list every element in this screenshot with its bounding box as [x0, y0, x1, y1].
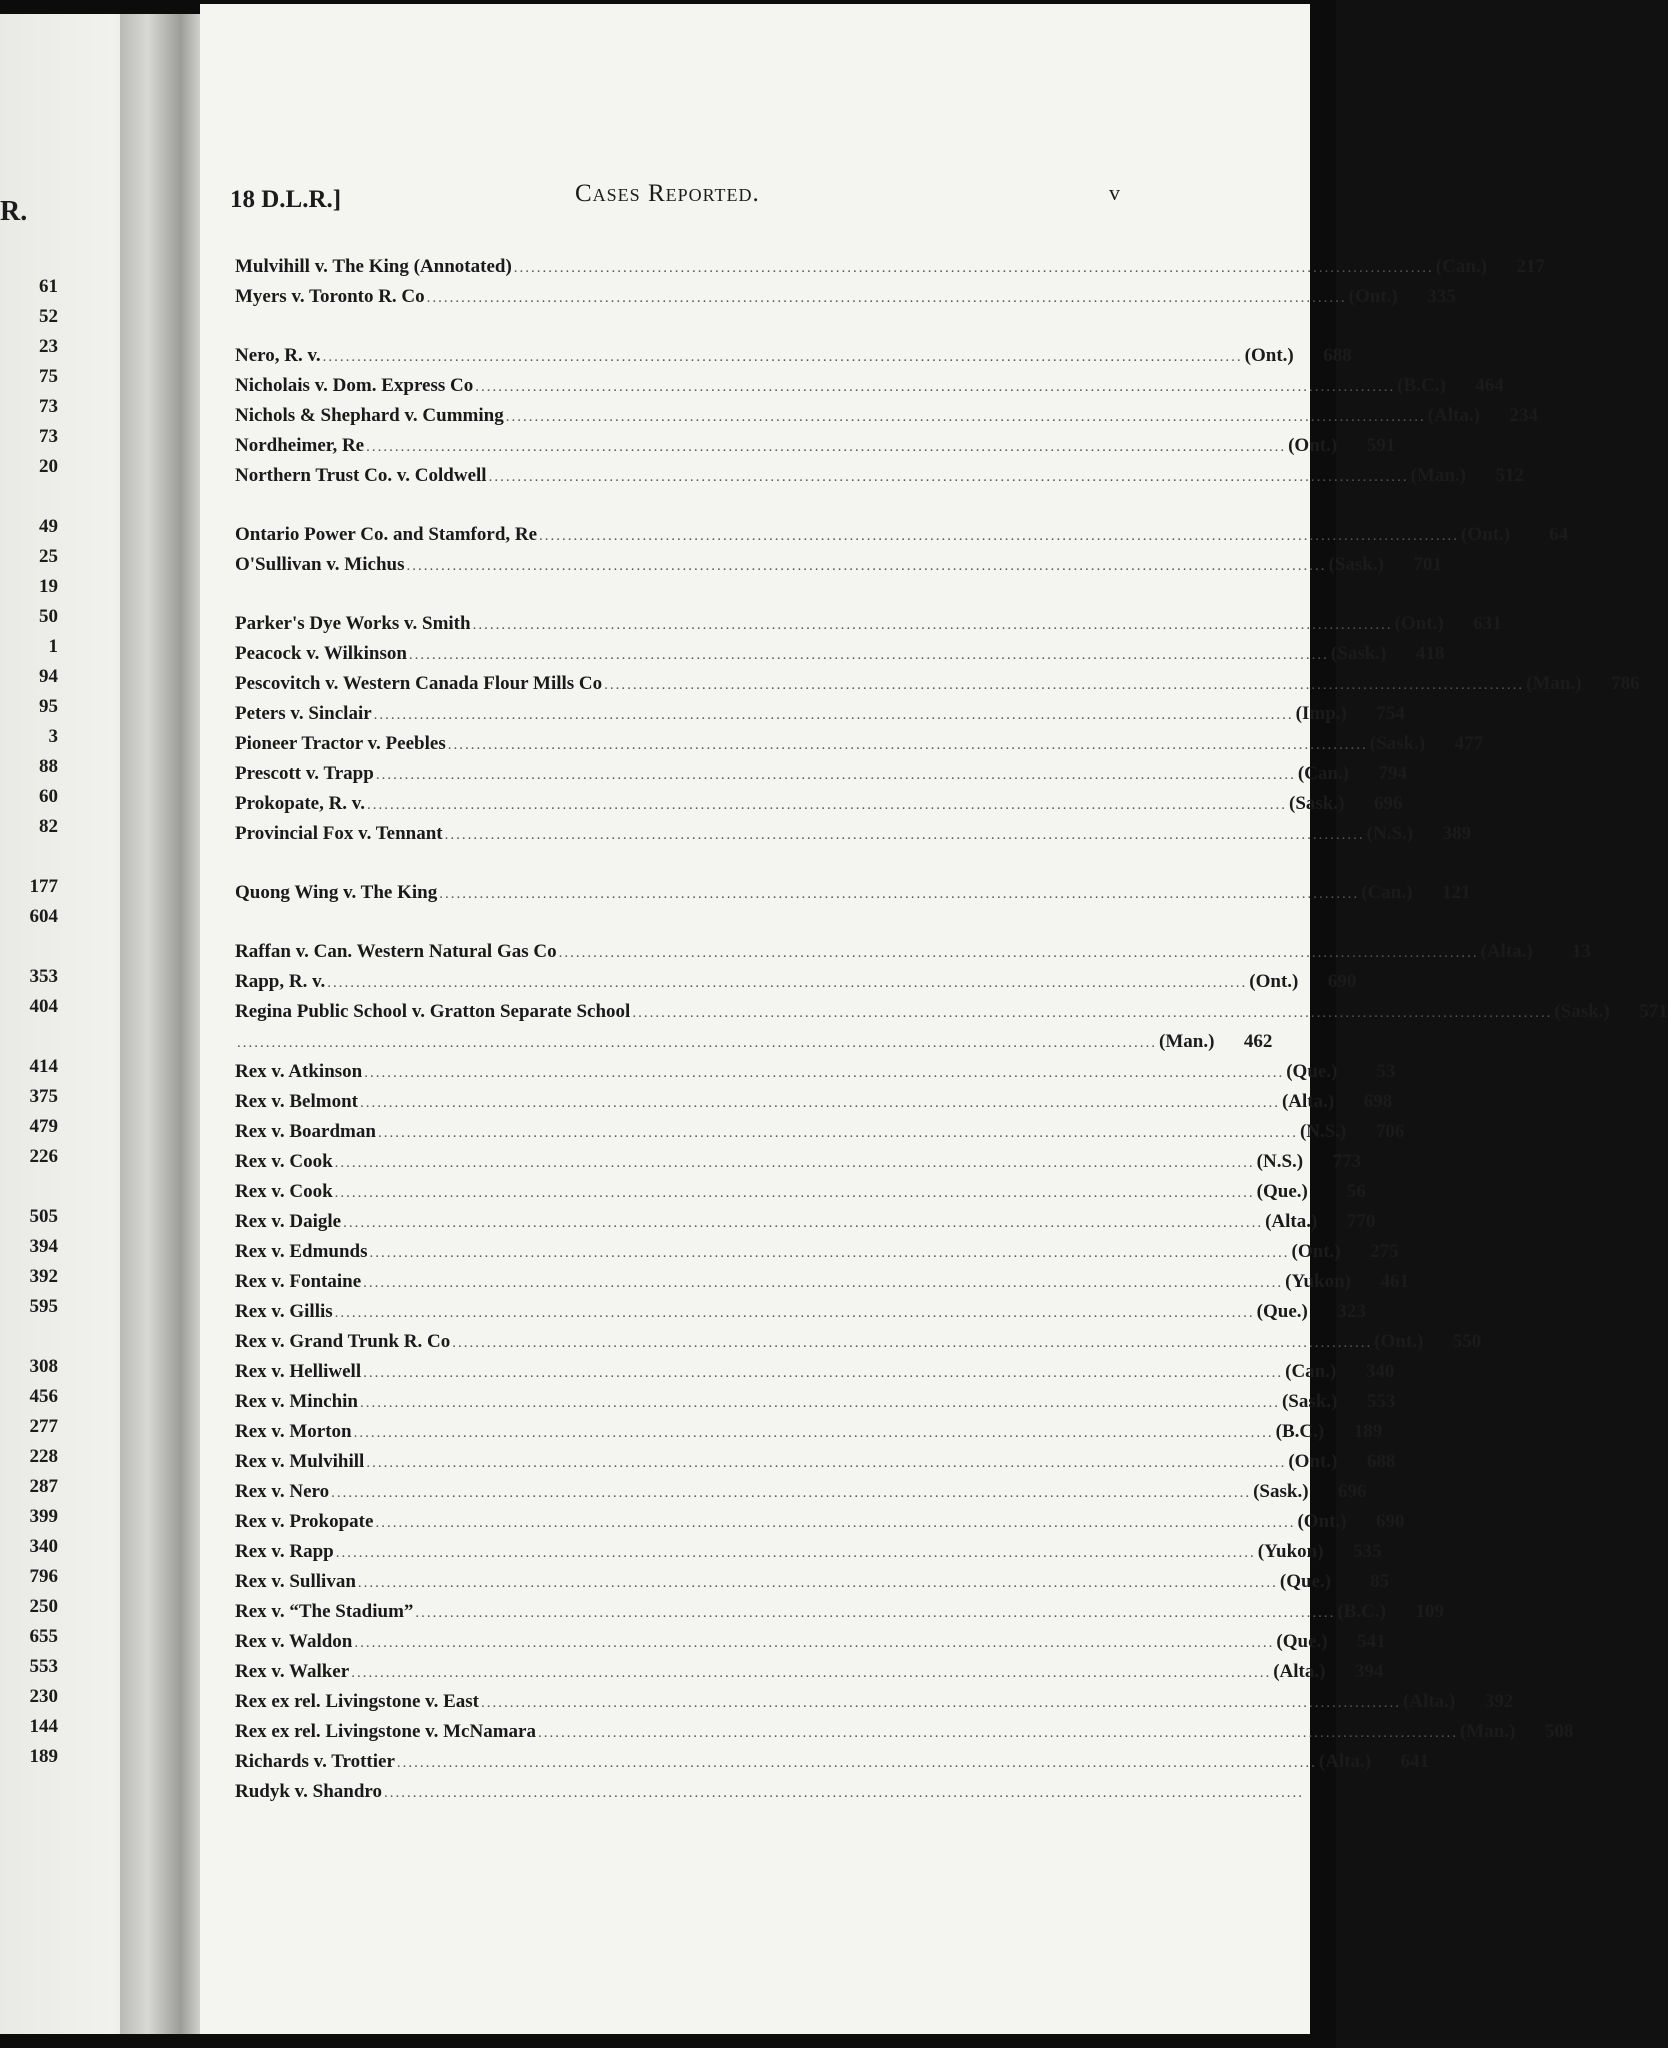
court-abbreviation: (Alta.) — [1281, 1091, 1335, 1112]
dot-leader: ................................................................................................................................................................ — [334, 1185, 1255, 1201]
court-abbreviation: (N.S.) — [1299, 1121, 1347, 1142]
dot-leader: ................................................................................................................................................................ — [322, 349, 1243, 365]
index-entry — [235, 1657, 1384, 1687]
case-name: Rex v. Walker — [235, 1661, 350, 1682]
dot-leader: ................................................................................................................................................................ — [366, 1455, 1287, 1471]
left-page-number: 19 — [39, 576, 58, 597]
court-abbreviation: (Imp.) — [1295, 703, 1347, 724]
left-page-number: 75 — [39, 366, 58, 387]
left-page-number — [0, 932, 58, 962]
court-abbreviation: (Sask.) — [1289, 793, 1345, 814]
left-page-number: 353 — [29, 966, 58, 987]
index-entry — [235, 669, 1640, 699]
left-page-number: 394 — [29, 1236, 58, 1257]
report-page: 335 — [1427, 286, 1456, 307]
case-name: Rex v. Sullivan — [235, 1571, 356, 1592]
court-abbreviation: (Ont.) — [1297, 1511, 1347, 1532]
court-abbreviation: (Alta.) — [1427, 405, 1480, 426]
report-page: 786 — [1611, 673, 1640, 694]
report-page: 234 — [1509, 405, 1538, 426]
dot-leader: ................................................................................................................................................................ — [426, 290, 1347, 306]
dot-leader: ................................................................................................................................................................ — [539, 528, 1460, 544]
court-abbreviation: (Alta.) — [1318, 1751, 1372, 1772]
left-page-numbers — [0, 272, 58, 1772]
case-name: Quong Wing v. The King — [235, 882, 438, 903]
report-page: 217 — [1516, 256, 1545, 277]
case-name: Rex v. Daigle — [235, 1211, 342, 1232]
court-abbreviation: (Que.) — [1256, 1181, 1308, 1202]
report-page: 477 — [1454, 733, 1484, 754]
dot-leader: ................................................................................................................................................................ — [447, 737, 1368, 753]
left-page-number: 287 — [29, 1476, 58, 1497]
case-name: Rex v. Prokopate — [235, 1511, 374, 1532]
index-entry — [235, 1687, 1514, 1717]
report-page: 754 — [1376, 703, 1405, 724]
left-page-number: 73 — [39, 396, 58, 417]
dot-leader: ................................................................................................................................................................ — [377, 1125, 1298, 1141]
index-entry — [235, 550, 1442, 580]
case-name: Nicholais v. Dom. Express Co — [235, 375, 474, 396]
index-entry — [235, 520, 1569, 550]
index-entry — [235, 789, 1403, 819]
left-page-number: 595 — [29, 1296, 58, 1317]
left-page-number: 277 — [29, 1416, 58, 1437]
left-page-number: 404 — [29, 996, 58, 1017]
left-page-number: 392 — [29, 1266, 58, 1287]
dot-leader: ................................................................................................................................................................ — [604, 677, 1525, 693]
report-page: 64 — [1549, 524, 1569, 545]
dot-leader: ................................................................................................................................................................ — [415, 1605, 1336, 1621]
case-name: Mulvihill v. The King (Annotated) — [235, 256, 512, 277]
index-entry — [235, 1747, 1430, 1777]
case-name: Rex v. Edmunds — [235, 1241, 368, 1262]
dot-leader: ................................................................................................................................................................ — [354, 1635, 1275, 1651]
case-name: Pescovitch v. Western Canada Flour Mills Co — [235, 673, 603, 694]
case-name: Rex v. Grand Trunk R. Co — [235, 1331, 451, 1352]
dot-leader: ................................................................................................................................................................ — [396, 1755, 1317, 1771]
report-page: 275 — [1370, 1241, 1399, 1262]
page-title: Cases Reported. — [575, 180, 760, 207]
left-page-number: 228 — [29, 1446, 58, 1467]
dot-leader: ................................................................................................................................................................ — [366, 439, 1287, 455]
court-abbreviation: (Sask.) — [1253, 1481, 1309, 1502]
report-page: 591 — [1366, 435, 1396, 456]
index-entry — [235, 609, 1502, 639]
index-entry — [235, 1507, 1405, 1537]
left-page-number: 414 — [29, 1056, 58, 1077]
index-entry — [235, 1057, 1396, 1087]
index-entry — [235, 1327, 1482, 1357]
court-abbreviation: (Can.) — [1361, 882, 1413, 903]
court-abbreviation: (Sask.) — [1328, 554, 1384, 575]
case-name: Nordheimer, Re — [235, 435, 365, 456]
report-page: 508 — [1544, 1721, 1574, 1742]
left-page-number: 95 — [39, 696, 58, 717]
index-entry — [235, 819, 1472, 849]
index-entry — [235, 1087, 1393, 1117]
left-page-header: R. — [0, 196, 28, 227]
dot-leader: ................................................................................................................................................................ — [331, 1485, 1252, 1501]
dot-leader: ................................................................................................................................................................ — [237, 1035, 1157, 1051]
report-page: 53 — [1376, 1061, 1396, 1082]
report-page: 701 — [1413, 554, 1442, 575]
index-entry — [235, 1627, 1386, 1657]
index-entry — [235, 341, 1352, 371]
dot-leader: ................................................................................................................................................................ — [334, 1305, 1255, 1321]
court-abbreviation: (Que.) — [1276, 1631, 1328, 1652]
court-abbreviation: (Ont.) — [1394, 613, 1444, 634]
case-name: Rex ex rel. Livingstone v. East — [235, 1691, 480, 1712]
left-page-number: 52 — [39, 306, 58, 327]
case-name: Richards v. Trottier — [235, 1751, 395, 1772]
court-abbreviation: (Ont.) — [1374, 1331, 1424, 1352]
volume-reference: 18 D.L.R.] — [230, 186, 342, 213]
report-page: 535 — [1353, 1541, 1382, 1562]
report-page: 85 — [1370, 1571, 1390, 1592]
case-name: Rex v. Boardman — [235, 1121, 376, 1142]
court-abbreviation: (Sask.) — [1330, 643, 1387, 664]
report-page: 641 — [1400, 1751, 1430, 1772]
cases-index — [235, 252, 1668, 1807]
report-page: 418 — [1415, 643, 1445, 664]
court-abbreviation: (Sask.) — [1281, 1391, 1338, 1412]
dot-leader: ................................................................................................................................................................ — [439, 886, 1360, 902]
running-header — [230, 180, 1120, 220]
court-abbreviation: (Man.) — [1410, 465, 1466, 486]
dot-leader: ................................................................................................................................................................ — [363, 1365, 1284, 1381]
court-abbreviation: (N.S.) — [1366, 823, 1414, 844]
left-page-number: 20 — [39, 456, 58, 477]
report-page: 770 — [1346, 1211, 1376, 1232]
case-name: Myers v. Toronto R. Co — [235, 286, 425, 307]
case-name: Rex v. Helliwell — [235, 1361, 362, 1382]
dot-leader: ................................................................................................................................................................ — [481, 1695, 1402, 1711]
left-page-number — [0, 1022, 58, 1052]
dot-leader: ................................................................................................................................................................ — [357, 1575, 1278, 1591]
report-page: 323 — [1337, 1301, 1366, 1322]
left-page-number: 3 — [48, 726, 58, 747]
dot-leader: ................................................................................................................................................................ — [359, 1395, 1280, 1411]
dot-leader: ................................................................................................................................................................ — [475, 379, 1396, 395]
left-page-number — [0, 1172, 58, 1202]
dot-leader: ................................................................................................................................................................ — [488, 469, 1409, 485]
dot-leader: ................................................................................................................................................................ — [327, 975, 1248, 991]
case-name: O'Sullivan v. Michus — [235, 554, 405, 575]
index-entry — [235, 1777, 1304, 1807]
dot-leader: ................................................................................................................................................................ — [444, 827, 1365, 843]
index-entry — [235, 1117, 1405, 1147]
case-name: Rex v. Gillis — [235, 1301, 333, 1322]
case-name: Pioneer Tractor v. Peebles — [235, 733, 446, 754]
dot-leader: ................................................................................................................................................................ — [353, 1425, 1274, 1441]
dot-leader: ................................................................................................................................................................ — [364, 1065, 1285, 1081]
left-page-number: 226 — [29, 1146, 58, 1167]
index-entry — [235, 1147, 1362, 1177]
case-name: Rex v. Fontaine — [235, 1271, 362, 1292]
dot-leader: ................................................................................................................................................................ — [408, 647, 1329, 663]
report-page: 794 — [1378, 763, 1408, 784]
case-name: Rex ex rel. Livingstone v. McNamara — [235, 1721, 536, 1742]
report-page: 553 — [1366, 1391, 1396, 1412]
index-entry — [235, 967, 1357, 997]
index-entry — [235, 997, 1668, 1027]
index-entry — [235, 252, 1545, 282]
left-page-number: 505 — [29, 1206, 58, 1227]
case-name: Rapp, R. v. — [235, 971, 326, 992]
dot-leader: ................................................................................................................................................................ — [375, 1515, 1296, 1531]
report-page: 688 — [1366, 1451, 1396, 1472]
report-page: 121 — [1441, 882, 1471, 903]
dot-leader: ................................................................................................................................................................ — [452, 1335, 1373, 1351]
dot-leader: ................................................................................................................................................................ — [505, 409, 1426, 425]
court-abbreviation: (Sask.) — [1369, 733, 1426, 754]
court-abbreviation: (Yukon) — [1257, 1541, 1324, 1562]
case-name: Northern Trust Co. v. Coldwell — [235, 465, 487, 486]
left-page-number: 25 — [39, 546, 58, 567]
court-abbreviation: (Ont.) — [1291, 1241, 1341, 1262]
dot-leader: ................................................................................................................................................................ — [513, 260, 1434, 276]
court-abbreviation: (Sask.) — [1554, 1001, 1610, 1022]
case-name: Nero, R. v. — [235, 345, 321, 366]
index-entry — [235, 1537, 1382, 1567]
dot-leader: ................................................................................................................................................................ — [369, 1245, 1290, 1261]
case-name: Regina Public School v. Gratton Separate School — [235, 1001, 631, 1022]
index-entry — [235, 699, 1405, 729]
case-name: Provincial Fox v. Tennant — [235, 823, 443, 844]
case-name: Parker's Dye Works v. Smith — [235, 613, 471, 634]
index-entry — [235, 1027, 1273, 1057]
court-abbreviation: (Ont.) — [1249, 971, 1299, 992]
case-name: Rex v. Morton — [235, 1421, 352, 1442]
index-entry — [235, 639, 1445, 669]
left-page-number — [0, 842, 58, 872]
report-page: 392 — [1484, 1691, 1514, 1712]
page-number: v — [1109, 180, 1120, 205]
court-abbreviation: (Ont.) — [1348, 286, 1398, 307]
case-name: Rex v. Belmont — [235, 1091, 358, 1112]
left-page-number: 479 — [29, 1116, 58, 1137]
left-page-number: 308 — [29, 1356, 58, 1377]
case-name: Rex v. Cook — [235, 1181, 333, 1202]
report-page: 690 — [1327, 971, 1357, 992]
left-page-number: 604 — [29, 906, 58, 927]
case-name: Prokopate, R. v. — [235, 793, 366, 814]
dot-leader: ................................................................................................................................................................ — [375, 767, 1296, 783]
court-abbreviation: (N.S.) — [1256, 1151, 1304, 1172]
index-entry — [235, 1477, 1367, 1507]
case-name: Nichols & Shephard v. Cumming — [235, 405, 504, 426]
court-abbreviation: (Man.) — [1526, 673, 1582, 694]
report-page: 56 — [1346, 1181, 1366, 1202]
index-entry — [235, 1357, 1395, 1387]
left-page-number: 230 — [29, 1686, 58, 1707]
case-name: Peacock v. Wilkinson — [235, 643, 407, 664]
left-page-number: 60 — [39, 786, 58, 807]
report-page: 340 — [1365, 1361, 1395, 1382]
left-page-number: 61 — [39, 276, 58, 297]
index-entry — [235, 1387, 1396, 1417]
court-abbreviation: (Alta.) — [1273, 1661, 1326, 1682]
dot-leader: ................................................................................................................................................................ — [558, 945, 1479, 961]
court-abbreviation: (Ont.) — [1461, 524, 1511, 545]
court-abbreviation: (Can.) — [1297, 763, 1350, 784]
case-name: Rudyk v. Shandro — [235, 1781, 382, 1802]
left-page-number: 82 — [39, 816, 58, 837]
index-entry — [235, 371, 1504, 401]
left-page-number: 399 — [29, 1506, 58, 1527]
court-abbreviation: (Ont.) — [1288, 1451, 1338, 1472]
left-page-number: 49 — [39, 516, 58, 537]
index-entry — [235, 461, 1524, 491]
report-page: 631 — [1473, 613, 1502, 634]
case-name: Raffan v. Can. Western Natural Gas Co — [235, 941, 557, 962]
case-name: Rex v. “The Stadium” — [235, 1601, 414, 1622]
left-page-number: 144 — [29, 1716, 58, 1737]
left-page-number: 50 — [39, 606, 58, 627]
report-page: 688 — [1323, 345, 1352, 366]
index-entry — [235, 1417, 1383, 1447]
index-entry — [235, 1177, 1366, 1207]
court-abbreviation: (Que.) — [1286, 1061, 1338, 1082]
case-name: Peters v. Sinclair — [235, 703, 372, 724]
left-page-number: 88 — [39, 756, 58, 777]
court-abbreviation: (Ont.) — [1244, 345, 1294, 366]
case-name: Rex v. Mulvihill — [235, 1451, 365, 1472]
report-page: 773 — [1332, 1151, 1362, 1172]
court-abbreviation: (Yukon) — [1285, 1271, 1351, 1292]
index-entry — [235, 729, 1484, 759]
dot-leader: ................................................................................................................................................................ — [367, 797, 1288, 813]
report-page: 109 — [1415, 1601, 1444, 1622]
case-name: Rex v. Rapp — [235, 1541, 334, 1562]
dot-leader: ................................................................................................................................................................ — [383, 1785, 1304, 1801]
left-page-number: 177 — [29, 876, 58, 897]
left-page-number — [0, 482, 58, 512]
case-name: Rex v. Cook — [235, 1151, 333, 1172]
court-abbreviation: (Que.) — [1279, 1571, 1332, 1592]
court-abbreviation: (B.C.) — [1337, 1601, 1386, 1622]
report-page: 461 — [1380, 1271, 1409, 1292]
index-entry — [235, 1237, 1399, 1267]
report-page: 571 — [1639, 1001, 1668, 1022]
report-page: 512 — [1495, 465, 1524, 486]
left-page-number: 73 — [39, 426, 58, 447]
report-page: 462 — [1243, 1031, 1273, 1052]
court-abbreviation: (Can.) — [1435, 256, 1487, 277]
left-page-number: 189 — [29, 1746, 58, 1767]
left-page-number: 375 — [29, 1086, 58, 1107]
left-page-number: 250 — [29, 1596, 58, 1617]
dot-leader: ................................................................................................................................................................ — [632, 1005, 1553, 1021]
index-entry — [235, 1567, 1390, 1597]
index-entry — [235, 1597, 1444, 1627]
report-page: 550 — [1452, 1331, 1482, 1352]
report-page: 13 — [1571, 941, 1591, 962]
book-page — [200, 4, 1668, 2034]
dot-leader: ................................................................................................................................................................ — [472, 617, 1393, 633]
case-name: Rex v. Minchin — [235, 1391, 358, 1412]
court-abbreviation: (Ont.) — [1288, 435, 1338, 456]
case-name: Prescott v. Trapp — [235, 763, 374, 784]
index-entry — [235, 759, 1408, 789]
case-name: Rex v. Nero — [235, 1481, 330, 1502]
dot-leader: ................................................................................................................................................................ — [363, 1275, 1284, 1291]
index-entry — [235, 1267, 1409, 1297]
index-entry — [235, 431, 1396, 461]
dot-leader: ................................................................................................................................................................ — [359, 1095, 1280, 1111]
court-abbreviation: (Can.) — [1285, 1361, 1337, 1382]
index-entry — [235, 937, 1591, 967]
case-name: Rex v. Waldon — [235, 1631, 353, 1652]
report-page: 698 — [1363, 1091, 1393, 1112]
left-page-number: 796 — [29, 1566, 58, 1587]
left-page-number: 655 — [29, 1626, 58, 1647]
dot-leader: ................................................................................................................................................................ — [537, 1725, 1458, 1741]
left-page-number: 1 — [48, 636, 58, 657]
report-page: 394 — [1354, 1661, 1384, 1682]
index-entry — [235, 1207, 1376, 1237]
left-page-number: 340 — [29, 1536, 58, 1557]
report-page: 690 — [1376, 1511, 1405, 1532]
dot-leader: ................................................................................................................................................................ — [373, 707, 1294, 723]
report-page: 696 — [1373, 793, 1403, 814]
index-entry — [235, 282, 1456, 312]
case-name: Ontario Power Co. and Stamford, Re — [235, 524, 538, 545]
left-page-number: 456 — [29, 1386, 58, 1407]
index-entry — [235, 878, 1471, 908]
left-page-number: 553 — [29, 1656, 58, 1677]
court-abbreviation: (B.C.) — [1275, 1421, 1325, 1442]
dot-leader: ................................................................................................................................................................ — [334, 1155, 1255, 1171]
court-abbreviation: (Que.) — [1256, 1301, 1308, 1322]
report-page: 541 — [1357, 1631, 1386, 1652]
report-page: 696 — [1338, 1481, 1367, 1502]
dot-leader: ................................................................................................................................................................ — [351, 1665, 1272, 1681]
report-page: 464 — [1475, 375, 1504, 396]
dot-leader: ................................................................................................................................................................ — [335, 1545, 1256, 1561]
index-entry — [235, 1297, 1366, 1327]
index-entry — [235, 401, 1538, 431]
report-page: 189 — [1353, 1421, 1383, 1442]
court-abbreviation: (Alta.) — [1480, 941, 1533, 962]
court-abbreviation: (B.C.) — [1397, 375, 1446, 396]
dot-leader: ................................................................................................................................................................ — [343, 1215, 1264, 1231]
court-abbreviation: (Man.) — [1159, 1031, 1215, 1052]
report-page: 706 — [1375, 1121, 1405, 1142]
left-page-number: 94 — [39, 666, 58, 687]
dot-leader: ................................................................................................................................................................ — [406, 558, 1327, 574]
left-page-number: 23 — [39, 336, 58, 357]
index-entry — [235, 1717, 1574, 1747]
index-entry — [235, 1447, 1396, 1477]
case-name: Rex v. Atkinson — [235, 1061, 363, 1082]
court-abbreviation: (Alta.) — [1265, 1211, 1318, 1232]
court-abbreviation: (Alta.) — [1403, 1691, 1456, 1712]
report-page: 389 — [1442, 823, 1472, 844]
court-abbreviation: (Man.) — [1459, 1721, 1516, 1742]
left-page-number — [0, 1322, 58, 1352]
